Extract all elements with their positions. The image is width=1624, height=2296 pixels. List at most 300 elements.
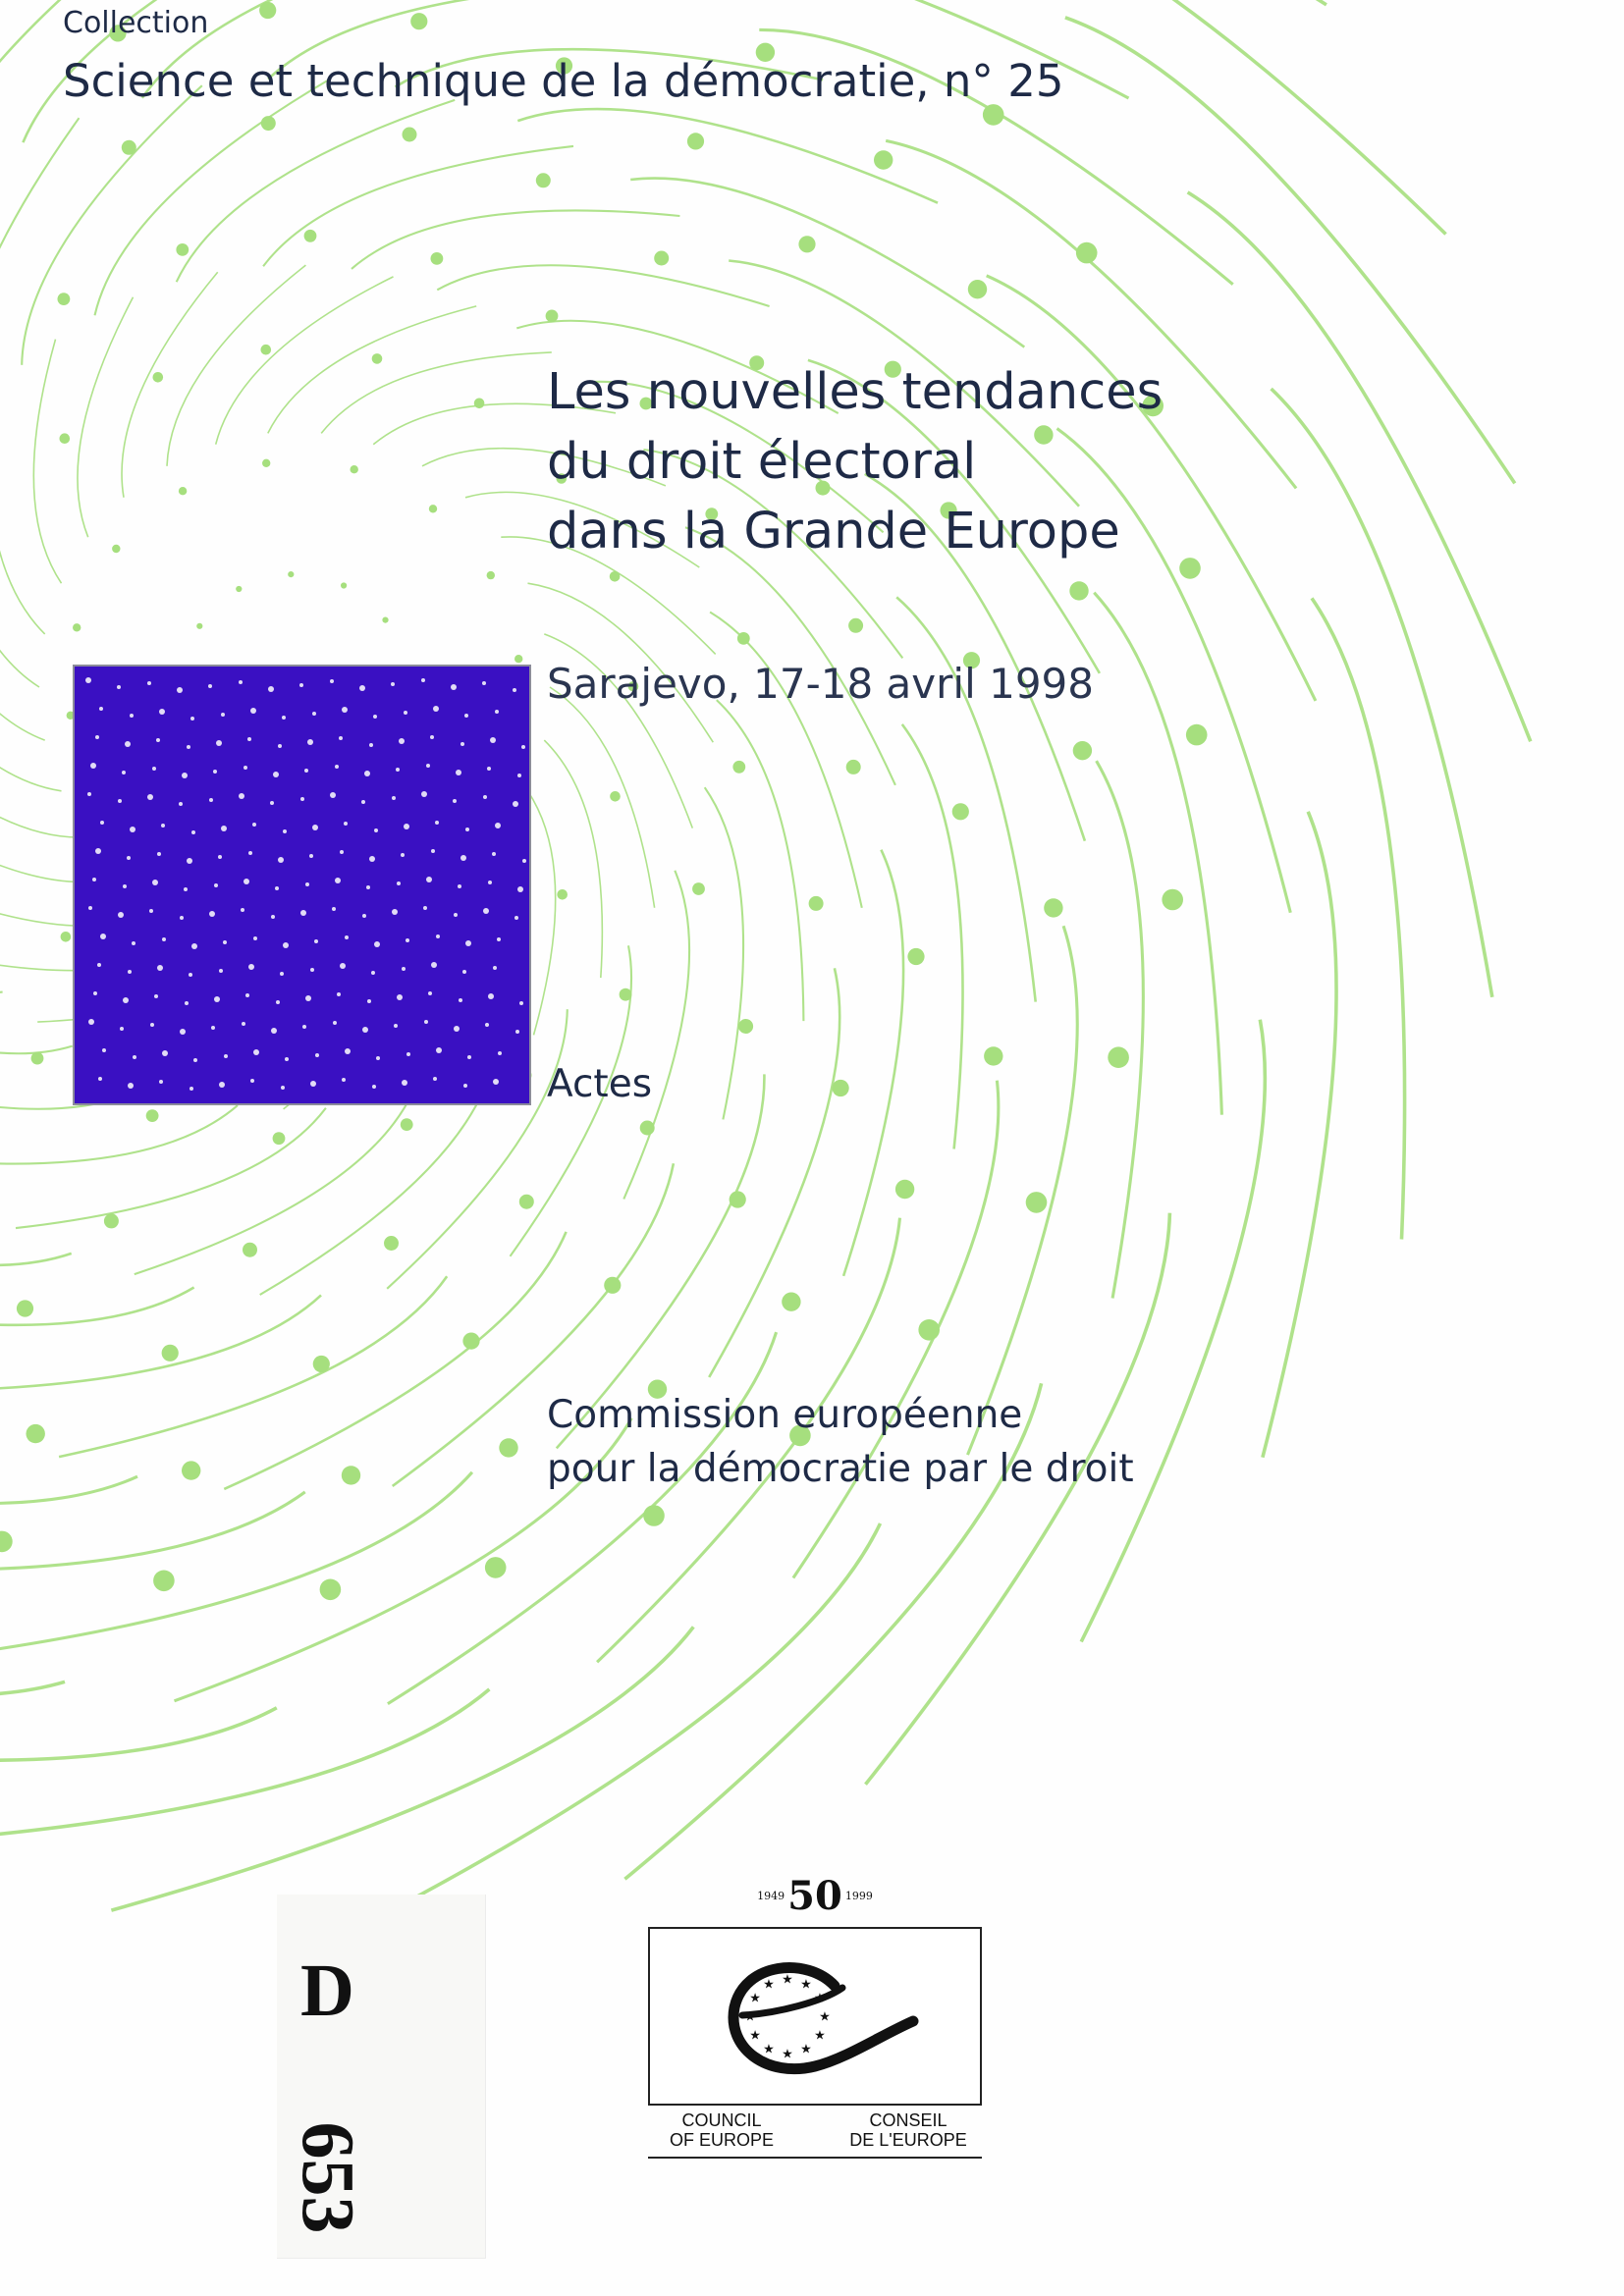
star-dot	[315, 1053, 319, 1057]
star-dot	[459, 998, 462, 1002]
swirl-arc	[1263, 812, 1336, 1458]
star-dot	[191, 943, 197, 949]
swirl-dot	[730, 1191, 746, 1207]
star-dot	[221, 713, 225, 717]
swirl-dot	[179, 487, 187, 495]
star-dot	[485, 1023, 489, 1027]
star-dot	[253, 1049, 259, 1055]
anniversary-end-year: 1999	[844, 1890, 873, 1902]
swirl-dot	[182, 1461, 200, 1479]
star-dot	[223, 940, 227, 944]
swirl-arc	[550, 687, 655, 908]
swirl-arc	[0, 1689, 489, 1845]
star-dot	[92, 878, 96, 881]
star-dot	[179, 802, 183, 806]
star-dot	[177, 687, 183, 693]
star-dot	[433, 706, 439, 712]
swirl-arc	[1188, 192, 1531, 741]
star-dot	[366, 885, 370, 889]
star-dot	[157, 852, 161, 856]
swirl-dot	[320, 1579, 342, 1601]
star-dot	[498, 1051, 502, 1055]
swirl-dot	[654, 251, 669, 266]
swirl-arc	[177, 100, 456, 282]
star-dot	[423, 906, 427, 910]
star-dot	[280, 972, 284, 976]
star-dot	[497, 937, 501, 941]
emblem-star-icon: ★	[749, 2028, 761, 2044]
star-dot	[100, 934, 106, 939]
star-dot	[488, 881, 492, 884]
star-dot	[253, 936, 257, 940]
swirl-dot	[17, 1300, 33, 1316]
star-dot	[281, 1086, 285, 1090]
star-dot	[519, 1001, 523, 1005]
starfield-dots	[75, 667, 529, 1103]
star-dot	[221, 826, 227, 831]
star-dot	[242, 1022, 245, 1026]
name-french-line: CONSEIL	[869, 2110, 947, 2130]
swirl-arc	[968, 926, 1078, 1455]
swirl-dot	[809, 896, 824, 911]
star-dot	[209, 911, 215, 917]
emblem-star-icon: ★	[814, 2028, 826, 2044]
star-dot	[154, 994, 158, 998]
star-dot	[453, 799, 457, 803]
star-dot	[482, 681, 486, 685]
star-dot	[513, 688, 516, 692]
swirl-arc	[0, 1569, 65, 1695]
star-dot	[406, 1052, 410, 1056]
star-dot	[406, 938, 409, 942]
star-dot	[333, 1021, 337, 1025]
star-dot	[421, 791, 427, 797]
swirl-dot	[261, 345, 272, 355]
swirl-dot	[342, 1466, 360, 1484]
swirl-arc	[0, 961, 73, 1053]
swirl-dot	[487, 571, 495, 579]
star-dot	[304, 769, 308, 773]
swirl-dot	[261, 116, 276, 131]
star-dot	[250, 708, 256, 714]
star-dot	[367, 999, 371, 1003]
star-dot	[123, 884, 127, 888]
swirl-dot	[384, 1236, 399, 1251]
anniversary-mark	[751, 1873, 879, 1919]
star-dot	[88, 906, 92, 910]
star-dot	[467, 1055, 471, 1059]
star-dot	[345, 935, 349, 939]
star-dot	[102, 1048, 106, 1052]
shelf-mark-number: 653	[286, 2121, 369, 2234]
star-dot	[300, 910, 306, 916]
swirl-arc	[78, 297, 134, 538]
swirl-dot	[640, 1121, 655, 1136]
emblem-star-icon: ★	[744, 2009, 756, 2025]
star-dot	[391, 682, 395, 686]
swirl-arc	[111, 1627, 693, 1910]
swirl-dot	[153, 1571, 175, 1592]
star-dot	[125, 741, 131, 747]
star-dot	[118, 912, 124, 918]
swirl-dot	[0, 1531, 13, 1553]
star-dot	[130, 714, 134, 718]
star-dot	[278, 744, 282, 748]
emblem-star-icon: ★	[763, 1977, 775, 1993]
swirl-dot	[236, 586, 242, 592]
book-title-line: du droit électoral	[547, 433, 977, 491]
star-dot	[374, 828, 378, 832]
swirl-dot	[1044, 898, 1062, 917]
swirl-arc	[717, 700, 804, 1021]
star-dot	[99, 707, 103, 711]
star-dot	[330, 792, 336, 798]
star-dot	[209, 798, 213, 802]
star-dot	[191, 830, 195, 834]
swirl-arc	[437, 265, 769, 306]
star-dot	[241, 908, 244, 912]
star-dot	[159, 709, 165, 715]
star-dot	[310, 1081, 316, 1087]
swirl-dot	[196, 623, 202, 629]
name-french-line: DE L'EUROPE	[849, 2130, 967, 2150]
swirl-dot	[104, 1213, 119, 1228]
star-dot	[162, 1050, 168, 1056]
star-dot	[302, 1025, 306, 1029]
star-dot	[402, 1080, 407, 1086]
swirl-dot	[273, 1132, 286, 1145]
swirl-arc	[352, 210, 679, 268]
swirl-arc	[630, 179, 1024, 347]
star-dot	[268, 686, 274, 692]
publisher-line: Commission européenne	[547, 1393, 1023, 1437]
swirl-arc	[167, 265, 305, 466]
star-dot	[462, 970, 466, 974]
star-dot	[492, 852, 496, 856]
star-dot	[252, 823, 256, 827]
swirl-dot	[984, 1046, 1002, 1065]
star-dot	[465, 940, 471, 946]
star-dot	[465, 828, 469, 831]
emblem-star-icon: ★	[800, 1977, 812, 1993]
star-dot	[276, 1000, 280, 1004]
swirl-arc	[268, 306, 476, 434]
swirl-dot	[382, 617, 388, 623]
star-dot	[273, 772, 279, 777]
star-dot	[123, 997, 129, 1003]
star-dot	[436, 934, 440, 938]
swirl-dot	[1073, 741, 1092, 760]
star-dot	[150, 1023, 154, 1027]
star-dot	[361, 800, 365, 804]
star-dot	[521, 745, 525, 749]
star-dot	[214, 996, 220, 1002]
swirl-arc	[902, 724, 963, 1149]
star-dot	[117, 685, 121, 689]
document-type: Actes	[547, 1062, 653, 1106]
emblem-star-icon: ★	[782, 1972, 793, 1988]
swirl-dot	[692, 882, 705, 895]
swirl-arc	[1081, 1020, 1265, 1642]
star-dot	[100, 821, 104, 825]
swirl-arc	[370, 1523, 881, 1922]
swirl-arc	[0, 1171, 72, 1265]
star-dot	[271, 1028, 277, 1034]
swirl-arc	[263, 146, 573, 266]
swirl-arc	[793, 1081, 999, 1578]
star-dot	[305, 882, 309, 886]
swirl-arc	[0, 466, 39, 687]
star-dot	[404, 824, 409, 829]
star-dot	[149, 909, 153, 913]
swirl-arc	[0, 842, 3, 992]
star-dot	[362, 1027, 368, 1033]
star-dot	[431, 849, 435, 853]
star-dot	[133, 1055, 136, 1059]
star-dot	[285, 1057, 289, 1061]
star-dot	[332, 907, 336, 911]
star-dot	[283, 829, 287, 833]
swirl-dot	[372, 353, 383, 364]
emblem-star-icon: ★	[782, 2047, 793, 2062]
star-dot	[314, 939, 318, 943]
swirl-dot	[73, 623, 81, 631]
star-dot	[239, 680, 243, 684]
swirl-arc	[528, 791, 556, 1036]
swirl-dot	[474, 399, 485, 409]
star-dot	[95, 848, 101, 854]
swirl-arc	[0, 0, 32, 300]
swirl-arc	[216, 277, 394, 445]
star-dot	[161, 824, 165, 828]
swirl-dot	[983, 104, 1004, 126]
swirl-arc	[0, 1295, 321, 1391]
council-of-europe-wordmark	[648, 2110, 982, 2150]
star-dot	[371, 971, 375, 975]
book-title-line: Les nouvelles tendances	[547, 363, 1164, 421]
swirl-dot	[952, 803, 969, 820]
star-dot	[369, 743, 373, 747]
emblem-star-icon: ★	[800, 2042, 812, 2057]
star-dot	[182, 773, 188, 778]
swirl-dot	[610, 571, 621, 582]
star-dot	[460, 742, 464, 746]
swirl-dot	[61, 932, 72, 942]
council-of-europe-logo	[648, 1927, 982, 2106]
star-dot	[464, 714, 468, 718]
star-dot	[522, 859, 526, 863]
star-dot	[218, 855, 222, 859]
swirl-dot	[1069, 581, 1088, 600]
star-dot	[157, 965, 163, 971]
star-dot	[300, 797, 304, 801]
emblem-star-icon: ★	[749, 1991, 761, 2006]
starfield-square-image	[73, 665, 531, 1105]
star-dot	[219, 969, 223, 973]
swirl-dot	[620, 988, 632, 1001]
swirl-dot	[313, 1356, 330, 1372]
star-dot	[248, 964, 254, 970]
star-dot	[162, 937, 166, 941]
swirl-dot	[58, 293, 71, 305]
swirl-arc	[135, 1093, 413, 1274]
star-dot	[193, 1058, 197, 1062]
star-dot	[394, 1024, 398, 1028]
star-dot	[122, 771, 126, 774]
swirl-arc	[122, 272, 218, 498]
star-dot	[132, 941, 135, 945]
star-dot	[488, 993, 494, 999]
swirl-dot	[401, 1118, 413, 1131]
swirl-dot	[146, 1109, 159, 1122]
swirl-arc	[33, 340, 61, 584]
swirl-dot	[410, 13, 427, 29]
swirl-dot	[304, 230, 317, 242]
star-dot	[127, 856, 131, 860]
star-dot	[421, 678, 425, 682]
star-dot	[454, 1026, 460, 1032]
star-dot	[190, 717, 194, 721]
anniversary-number: 50	[787, 1873, 842, 1919]
swirl-dot	[848, 618, 863, 633]
star-dot	[98, 1077, 102, 1081]
swirl-dot	[485, 1557, 507, 1578]
star-dot	[299, 683, 303, 687]
star-dot	[396, 768, 400, 772]
star-dot	[344, 822, 348, 826]
star-dot	[187, 858, 192, 864]
swirl-arc	[710, 613, 862, 908]
swirl-arc	[0, 397, 45, 634]
star-dot	[458, 884, 461, 888]
star-dot	[239, 793, 244, 799]
star-dot	[399, 738, 405, 744]
star-dot	[514, 916, 518, 920]
book-title-line: dans la Grande Europe	[547, 503, 1120, 561]
star-dot	[156, 738, 160, 742]
star-dot	[250, 1079, 254, 1083]
collection-label: Collection	[63, 6, 209, 40]
star-dot	[97, 963, 101, 967]
star-dot	[373, 715, 377, 719]
star-dot	[451, 684, 457, 690]
star-dot	[335, 765, 339, 769]
swirl-dot	[341, 582, 347, 588]
star-dot	[130, 827, 135, 832]
star-dot	[397, 881, 401, 885]
star-dot	[278, 857, 284, 863]
star-dot	[312, 825, 318, 830]
shelf-mark-letter: D	[300, 1949, 354, 2032]
swirl-dot	[1026, 1192, 1048, 1213]
star-dot	[362, 914, 366, 918]
place-date: Sarajevo, 17-18 avril 1998	[547, 660, 1094, 708]
star-dot	[152, 767, 156, 771]
council-of-europe-emblem-icon	[650, 1929, 980, 2104]
star-dot	[376, 1056, 380, 1060]
star-dot	[312, 712, 316, 716]
swirl-dot	[557, 889, 568, 900]
swirl-dot	[351, 465, 358, 473]
star-dot	[513, 801, 518, 807]
star-dot	[342, 707, 348, 713]
swirl-dot	[259, 2, 276, 19]
star-dot	[244, 766, 247, 770]
series-title: Science et technique de la démocratie, n° 25	[63, 55, 1064, 107]
star-dot	[426, 877, 432, 882]
swirl-dot	[431, 252, 444, 265]
star-dot	[271, 915, 275, 919]
star-dot	[213, 770, 217, 774]
swirl-dot	[514, 655, 522, 663]
star-dot	[180, 916, 184, 920]
star-dot	[245, 993, 249, 997]
swirl-dot	[546, 310, 559, 323]
publisher-line: pour la démocratie par le droit	[547, 1447, 1134, 1491]
star-dot	[456, 770, 461, 775]
swirl-arc	[1094, 593, 1221, 1115]
publisher-name	[547, 1388, 1134, 1496]
swirl-arc	[22, 85, 202, 365]
star-dot	[392, 909, 398, 915]
star-dot	[430, 735, 434, 739]
star-dot	[335, 878, 341, 883]
swirl-arc	[1272, 389, 1492, 997]
swirl-dot	[1186, 724, 1208, 746]
star-dot	[330, 679, 334, 683]
emblem-star-icon: ★	[763, 2042, 775, 2057]
book-title	[547, 357, 1163, 566]
star-dot	[211, 1026, 215, 1030]
anniversary-start-year: 1949	[757, 1890, 785, 1902]
swirl-dot	[907, 948, 924, 965]
star-dot	[372, 1085, 376, 1089]
star-dot	[283, 942, 289, 948]
star-dot	[87, 792, 91, 796]
star-dot	[339, 736, 343, 740]
star-dot	[310, 968, 314, 972]
star-dot	[275, 886, 279, 890]
star-dot	[431, 962, 437, 968]
swirl-dot	[429, 505, 437, 512]
star-dot	[307, 739, 313, 745]
swirl-arc	[866, 1213, 1170, 1785]
swirl-dot	[27, 1424, 45, 1443]
star-dot	[517, 886, 523, 892]
name-english-line: OF EUROPE	[669, 2130, 774, 2150]
swirl-dot	[738, 1019, 753, 1034]
swirl-dot	[288, 571, 294, 577]
star-dot	[147, 794, 153, 800]
swirl-arc	[0, 1708, 277, 1761]
star-dot	[244, 879, 249, 884]
swirl-dot	[798, 236, 815, 252]
star-dot	[401, 853, 405, 857]
swirl-arc	[0, 632, 62, 791]
star-dot	[493, 1079, 499, 1085]
star-dot	[184, 887, 188, 891]
star-dot	[495, 823, 501, 828]
star-dot	[397, 994, 403, 1000]
star-dot	[118, 799, 122, 803]
star-dot	[128, 970, 132, 974]
star-dot	[128, 1083, 134, 1089]
star-dot	[85, 677, 91, 683]
star-dot	[152, 880, 158, 885]
star-dot	[342, 1078, 346, 1082]
swirl-arc	[16, 1108, 326, 1228]
star-dot	[495, 710, 499, 714]
